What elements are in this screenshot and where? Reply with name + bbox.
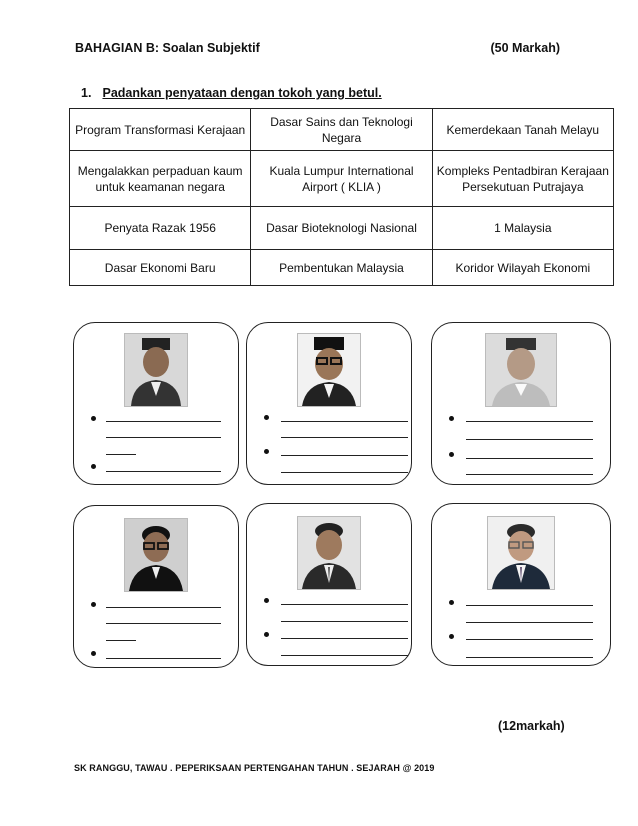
bullet-icon (91, 651, 96, 656)
portrait-icon (125, 519, 187, 591)
portrait-icon (298, 334, 360, 406)
answer-line[interactable] (281, 621, 408, 622)
table-cell: 1 Malaysia (432, 207, 613, 250)
table-row (70, 151, 614, 207)
question-number: 1. (81, 86, 92, 100)
table-cell: Dasar Bioteknologi Nasional (251, 207, 432, 250)
leader-card (431, 503, 611, 666)
bullet-icon (91, 464, 96, 469)
table-cell: Mengalakkan perpaduan kaum untuk keamanan negara (70, 151, 251, 207)
leader-card (431, 322, 611, 485)
table-cell: Dasar Sains dan Teknologi Negara (251, 109, 432, 151)
answer-line[interactable] (106, 607, 221, 608)
bullet-icon (264, 449, 269, 454)
page-footer: SK RANGGU, TAWAU . PEPERIKSAAN PERTENGAHAN TAHUN . SEJARAH @ 2019 (74, 763, 435, 773)
answer-line[interactable] (281, 638, 408, 639)
answer-line[interactable] (281, 421, 408, 422)
leader-photo (485, 333, 557, 407)
bullet-icon (264, 415, 269, 420)
table-cell: Penyata Razak 1956 (70, 207, 251, 250)
bullet-icon (264, 598, 269, 603)
answer-line[interactable] (281, 455, 408, 456)
bullet-icon (449, 416, 454, 421)
question-prompt (81, 86, 382, 100)
leader-photo (297, 333, 361, 407)
answer-line[interactable] (281, 655, 408, 656)
total-marks: (12markah) (498, 719, 565, 733)
section-title: BAHAGIAN B: Soalan Subjektif (75, 41, 260, 55)
answer-line[interactable] (106, 421, 221, 422)
leader-photo (487, 516, 555, 590)
answer-line[interactable] (466, 639, 593, 640)
table-row (70, 109, 614, 151)
answer-line[interactable] (106, 623, 221, 624)
table-cell: Pembentukan Malaysia (251, 250, 432, 286)
table-cell: Dasar Ekonomi Baru (70, 250, 251, 286)
table-cell: Koridor Wilayah Ekonomi (432, 250, 613, 286)
statement-table (69, 108, 614, 286)
table-cell: Program Transformasi Kerajaan (70, 109, 251, 151)
table-cell: Kuala Lumpur International Airport ( KLIA ) (251, 151, 432, 207)
answer-line[interactable] (106, 454, 136, 455)
answer-line[interactable] (281, 472, 408, 473)
answer-line[interactable] (466, 657, 593, 658)
leader-photo (297, 516, 361, 590)
leader-card (246, 322, 412, 485)
portrait-icon (486, 334, 556, 406)
leader-card (246, 503, 412, 666)
answer-line[interactable] (106, 658, 221, 659)
section-marks: (50 Markah) (490, 41, 560, 55)
answer-line[interactable] (106, 640, 136, 641)
table-cell: Kompleks Pentadbiran Kerajaan Persekutuan Putrajaya (432, 151, 613, 207)
bullet-icon (91, 416, 96, 421)
table-row (70, 207, 614, 250)
bullet-icon (91, 602, 96, 607)
leader-card (73, 505, 239, 668)
answer-line[interactable] (466, 421, 593, 422)
bullet-icon (264, 632, 269, 637)
portrait-icon (298, 517, 360, 589)
bullet-icon (449, 600, 454, 605)
leader-card (73, 322, 239, 485)
leader-photo (124, 518, 188, 592)
answer-line[interactable] (106, 437, 221, 438)
answer-line[interactable] (281, 437, 408, 438)
table-cell: Kemerdekaan Tanah Melayu (432, 109, 613, 151)
leader-photo (124, 333, 188, 407)
bullet-icon (449, 634, 454, 639)
answer-line[interactable] (466, 439, 593, 440)
answer-line[interactable] (466, 622, 593, 623)
table-row (70, 250, 614, 286)
answer-line[interactable] (466, 605, 593, 606)
section-header (75, 41, 560, 55)
answer-line[interactable] (281, 604, 408, 605)
question-text: Padankan penyataan dengan tokoh yang betul. (102, 86, 382, 100)
bullet-icon (449, 452, 454, 457)
portrait-icon (125, 334, 187, 406)
answer-line[interactable] (466, 458, 593, 459)
portrait-icon (488, 517, 554, 589)
answer-line[interactable] (466, 474, 593, 475)
answer-line[interactable] (106, 471, 221, 472)
